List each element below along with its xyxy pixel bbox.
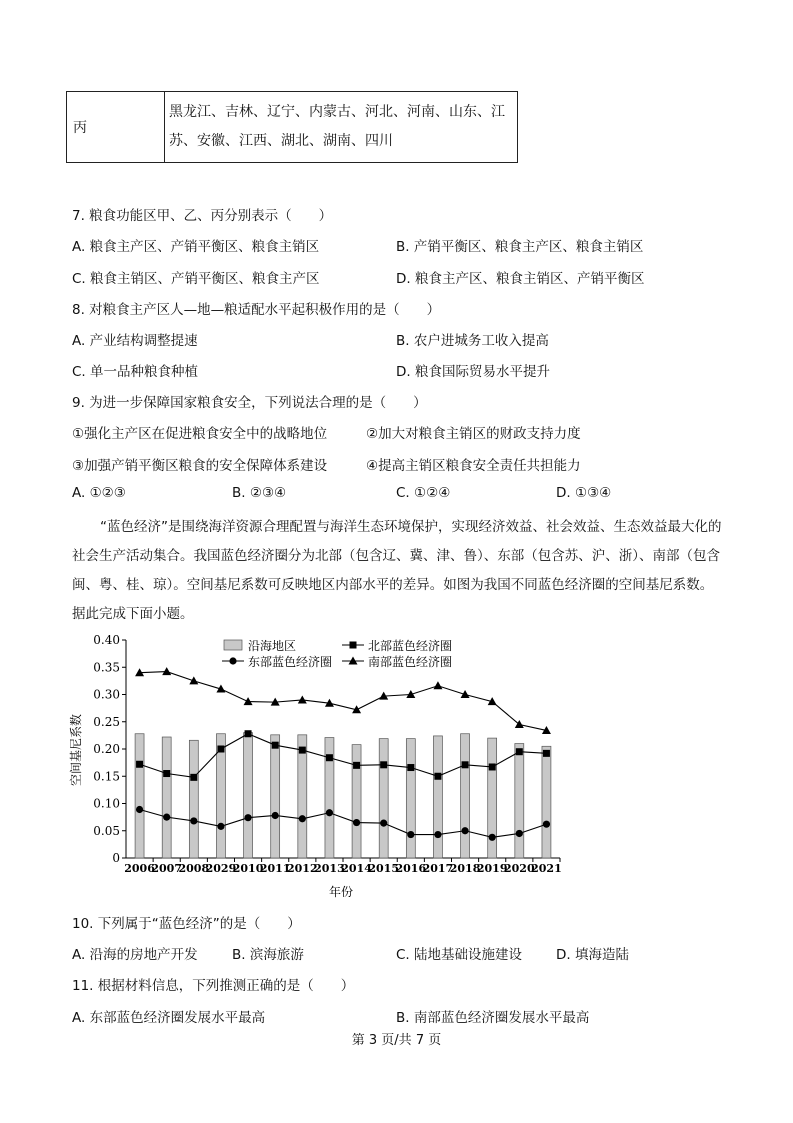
data-point (326, 809, 333, 816)
x-tick-label: 2011 (259, 862, 291, 875)
x-tick-label: 2015 (368, 862, 399, 875)
data-point (407, 831, 414, 838)
data-point (434, 773, 441, 780)
q11-option-a[interactable]: A. 东部蓝色经济圈发展水平最高 (72, 1010, 266, 1026)
bar (379, 739, 388, 858)
series-line (140, 734, 547, 778)
q11-option-b[interactable]: B. 南部蓝色经济圈发展水平最高 (396, 1010, 590, 1026)
data-point (136, 806, 143, 813)
q7-stem: 7. 粮食功能区甲、乙、丙分别表示（ ） (72, 208, 333, 224)
series-line (140, 809, 547, 837)
series-line (140, 672, 547, 731)
data-point (299, 747, 306, 754)
y-tick-label: 0.35 (93, 660, 120, 675)
bar (189, 740, 198, 858)
x-tick-label: 2010 (232, 862, 264, 875)
x-tick-label: 2012 (287, 862, 318, 875)
x-tick-label: 2029 (205, 862, 237, 875)
q9-option-a[interactable]: A. ①②③ (72, 485, 126, 501)
data-point (299, 815, 306, 822)
bar (162, 737, 171, 858)
data-point (462, 761, 469, 768)
q7-option-d[interactable]: D. 粮食主产区、粮食主销区、产销平衡区 (396, 271, 645, 287)
gini-chart (66, 630, 566, 904)
data-point (272, 742, 279, 749)
y-tick-label: 0.20 (93, 742, 120, 756)
x-tick-label: 2006 (124, 862, 155, 875)
passage-text: “蓝色经济”是围绕海洋资源合理配置与海洋生态环境保护，实现经济效益、社会效益、生态效益最大化的社会生产活动集合。我国蓝色经济圈分为北部（包含辽、冀、津、鲁）、东部（包含苏、沪、浙）、南部（包含闽、粤、桂、琼）。空间基尼系数可反映地区内部水平的差异。如图为我国不同蓝色经济圈的空间基尼系数。据此完成下面小题。 (72, 519, 722, 622)
bar (352, 745, 361, 858)
q10-stem: 10. 下列属于“蓝色经济”的是（ ） (72, 916, 301, 932)
bar (461, 734, 470, 858)
data-point (543, 821, 550, 828)
x-tick-label: 2008 (178, 862, 210, 875)
q9-option-c[interactable]: C. ①②④ (396, 485, 451, 501)
data-point (516, 748, 523, 755)
q9-stem: 9. 为进一步保障国家粮食安全，下列说法合理的是（ ） (72, 395, 427, 411)
y-tick-label: 0 (112, 851, 120, 865)
q10-option-d[interactable]: D. 填海造陆 (556, 947, 629, 963)
legend-marker (229, 657, 236, 664)
data-point (543, 750, 550, 757)
data-point (380, 820, 387, 827)
legend-label: 南部蓝色经济圈 (368, 655, 453, 669)
region-table (66, 91, 518, 163)
q8-option-c[interactable]: C. 单一品种粮食种植 (72, 364, 199, 380)
data-point (353, 819, 360, 826)
y-tick-label: 0.30 (93, 687, 120, 702)
q8-option-a[interactable]: A. 产业结构调整提速 (72, 333, 198, 349)
q9-statement-2: ②加大对粮食主销区的财政支持力度 (366, 426, 581, 442)
bar (542, 746, 551, 858)
q8-stem: 8. 对粮食主产区人—地—粮适配水平起积极作用的是（ ） (72, 302, 441, 318)
page-footer: 第 3 页/共 7 页 (351, 1033, 442, 1048)
legend-label: 北部蓝色经济圈 (368, 639, 453, 653)
q10-option-a[interactable]: A. 沿海的房地产开发 (72, 947, 198, 963)
y-tick-label: 0.10 (93, 796, 120, 811)
data-point (434, 831, 441, 838)
bar (433, 736, 442, 858)
data-point (326, 754, 333, 761)
x-tick-label: 2014 (341, 862, 372, 875)
q9-option-d[interactable]: D. ①③④ (556, 485, 612, 501)
y-tick-label: 0.05 (93, 823, 120, 838)
q9-statement-3: ③加强产销平衡区粮食的安全保障体系建设 (72, 458, 328, 474)
data-point (461, 827, 468, 834)
q9-statement-1: ①强化主产区在促进粮食安全中的战略地位 (72, 426, 328, 442)
q9-statement-4: ④提高主销区粮食安全责任共担能力 (366, 458, 581, 474)
bar (406, 739, 415, 858)
y-tick-label: 0.40 (93, 633, 120, 647)
q10-option-c[interactable]: C. 陆地基础设施建设 (396, 947, 523, 963)
data-point (244, 814, 251, 821)
data-point (380, 761, 387, 768)
x-tick-label: 2016 (395, 862, 427, 875)
x-tick-label: 2021 (531, 862, 562, 875)
legend-label: 东部蓝色经济圈 (248, 655, 333, 669)
data-point (217, 823, 224, 830)
q8-option-d[interactable]: D. 粮食国际贸易水平提升 (396, 364, 550, 380)
x-tick-label: 2013 (314, 862, 345, 875)
q11-stem: 11. 根据材料信息，下列推测正确的是（ ） (72, 978, 355, 994)
x-tick-label: 2019 (476, 862, 508, 875)
data-point (217, 746, 224, 753)
data-point (433, 681, 442, 689)
bar (244, 733, 253, 858)
bar (515, 744, 524, 858)
q9-option-b[interactable]: B. ②③④ (232, 485, 287, 501)
data-point (245, 730, 252, 737)
q7-option-c[interactable]: C. 粮食主销区、产销平衡区、粮食主产区 (72, 271, 320, 287)
table-content: 黑龙江、吉林、辽宁、内蒙古、河北、河南、山东、江苏、安徽、江西、湖北、湖南、四川 (165, 92, 518, 163)
data-point (353, 762, 360, 769)
data-point (163, 814, 170, 821)
data-point (489, 763, 496, 770)
legend-marker (350, 642, 357, 649)
chart-ylabel: 空间基尼系数 (69, 713, 83, 787)
data-point (190, 774, 197, 781)
data-point (244, 697, 253, 705)
data-point (162, 667, 171, 675)
data-point (516, 830, 523, 837)
q7-option-b[interactable]: B. 产销平衡区、粮食主产区、粮食主销区 (396, 239, 644, 255)
q10-option-b[interactable]: B. 滨海旅游 (232, 947, 304, 963)
data-point (163, 770, 170, 777)
data-point (272, 812, 279, 819)
data-point (190, 817, 197, 824)
legend-swatch (224, 640, 242, 650)
x-tick-label: 2017 (422, 862, 454, 875)
table-label: 丙 (67, 92, 165, 163)
legend-label: 沿海地区 (248, 639, 297, 653)
y-tick-label: 0.25 (93, 714, 120, 729)
data-point (298, 695, 307, 703)
x-tick-label: 2018 (449, 862, 481, 875)
q8-option-b[interactable]: B. 农户进城务工收入提高 (396, 333, 549, 349)
q7-option-a[interactable]: A. 粮食主产区、产销平衡区、粮食主销区 (72, 239, 320, 255)
data-point (136, 761, 143, 768)
bar (271, 735, 280, 858)
data-point (407, 764, 414, 771)
x-tick-label: 2020 (504, 862, 535, 875)
bar (135, 734, 144, 858)
x-tick-label: 2007 (151, 862, 182, 875)
y-tick-label: 0.15 (93, 769, 120, 784)
chart-xlabel: 年份 (328, 885, 354, 899)
data-point (489, 834, 496, 841)
